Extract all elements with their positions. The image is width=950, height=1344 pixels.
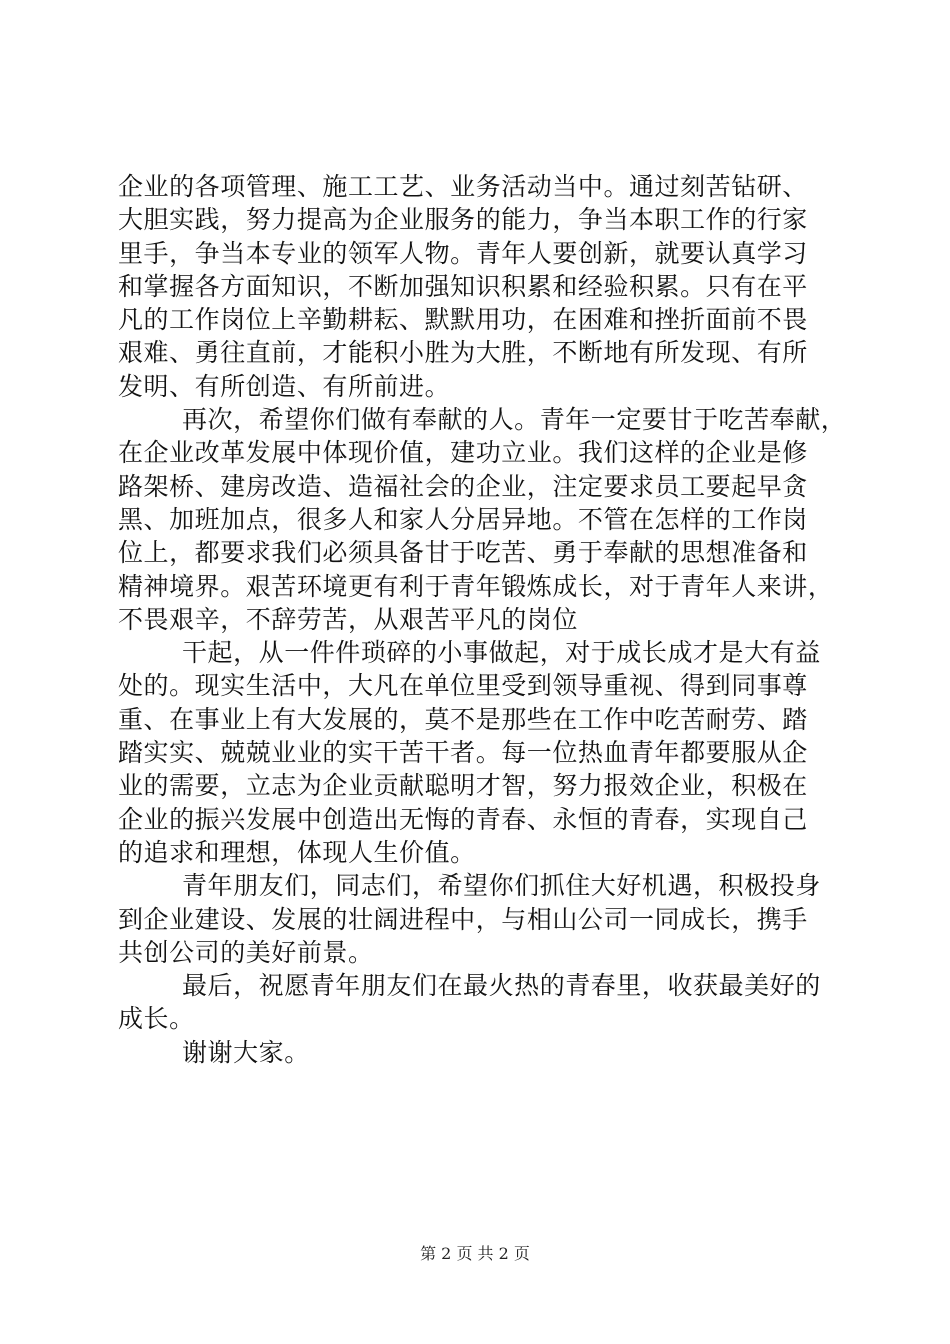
text-line: 企业的振兴发展中创造出无悔的青春、永恒的青春，实现自己 [118,804,808,834]
text-line: 路架桥、建房改造、造福社会的企业，注定要求员工要起早贪 [118,471,808,501]
text-line: 不畏艰辛，不辞劳苦，从艰苦平凡的岗位 [118,604,578,634]
text-line: 重、在事业上有大发展的，莫不是那些在工作中吃苦耐劳、踏 [118,704,808,734]
text-line: 处的。现实生活中，大凡在单位里受到领导重视、得到同事尊 [118,671,808,701]
text-line: 发明、有所创造、有所前进。 [118,371,451,401]
text-line: 共创公司的美好前景。 [118,937,374,967]
page-footer [0,1244,950,1264]
text-line: 位上，都要求我们必须具备甘于吃苦、勇于奉献的思想准备和 [118,538,808,568]
text-line: 凡的工作岗位上辛勤耕耘、默默用功，在困难和挫折面前不畏 [118,305,808,335]
page-number: 第 2 页 共 2 页 [420,1244,530,1263]
text-line: 和掌握各方面知识，不断加强知识积累和经验积累。只有在平 [118,271,808,301]
paragraph-first-line: 青年朋友们，同志们，希望你们抓住大好机遇，积极投身 [182,871,821,901]
text-line: 踏实实、兢兢业业的实干苦干者。每一位热血青年都要服从企 [118,738,808,768]
text-line: 企业的各项管理、施工工艺、业务活动当中。通过刻苦钻研、 [118,172,808,201]
text-line: 艰难、勇往直前，才能积小胜为大胜，不断地有所发现、有所 [118,338,808,368]
body-text [118,170,847,1069]
paragraph-first-line: 再次，希望你们做有奉献的人。青年一定要甘于吃苦奉献， [182,405,847,435]
text-line: 精神境界。艰苦环境更有利于青年锻炼成长，对于青年人来讲， [118,571,834,601]
paragraph-first-line: 最后，祝愿青年朋友们在最火热的青春里，收获最美好的 [182,971,821,1001]
paragraph-first-line: 干起，从一件件琐碎的小事做起，对于成长成才是大有益 [182,638,821,668]
text-line: 到企业建设、发展的壮阔进程中，与相山公司一同成长，携手 [118,904,808,934]
text-line: 的追求和理想，体现人生价值。 [118,837,476,867]
text-line: 黑、加班加点，很多人和家人分居异地。不管在怎样的工作岗 [118,504,808,534]
text-line: 里手，争当本专业的领军人物。青年人要创新，就要认真学习 [118,238,808,268]
text-line: 在企业改革发展中体现价值，建功立业。我们这样的企业是修 [118,438,808,468]
text-line: 大胆实践，努力提高为企业服务的能力，争当本职工作的行家 [118,205,808,235]
text-line: 成长。 [118,1004,195,1034]
closing-line: 谢谢大家。 [182,1037,310,1067]
text-line: 业的需要，立志为企业贡献聪明才智，努力报效企业，积极在 [118,771,808,801]
